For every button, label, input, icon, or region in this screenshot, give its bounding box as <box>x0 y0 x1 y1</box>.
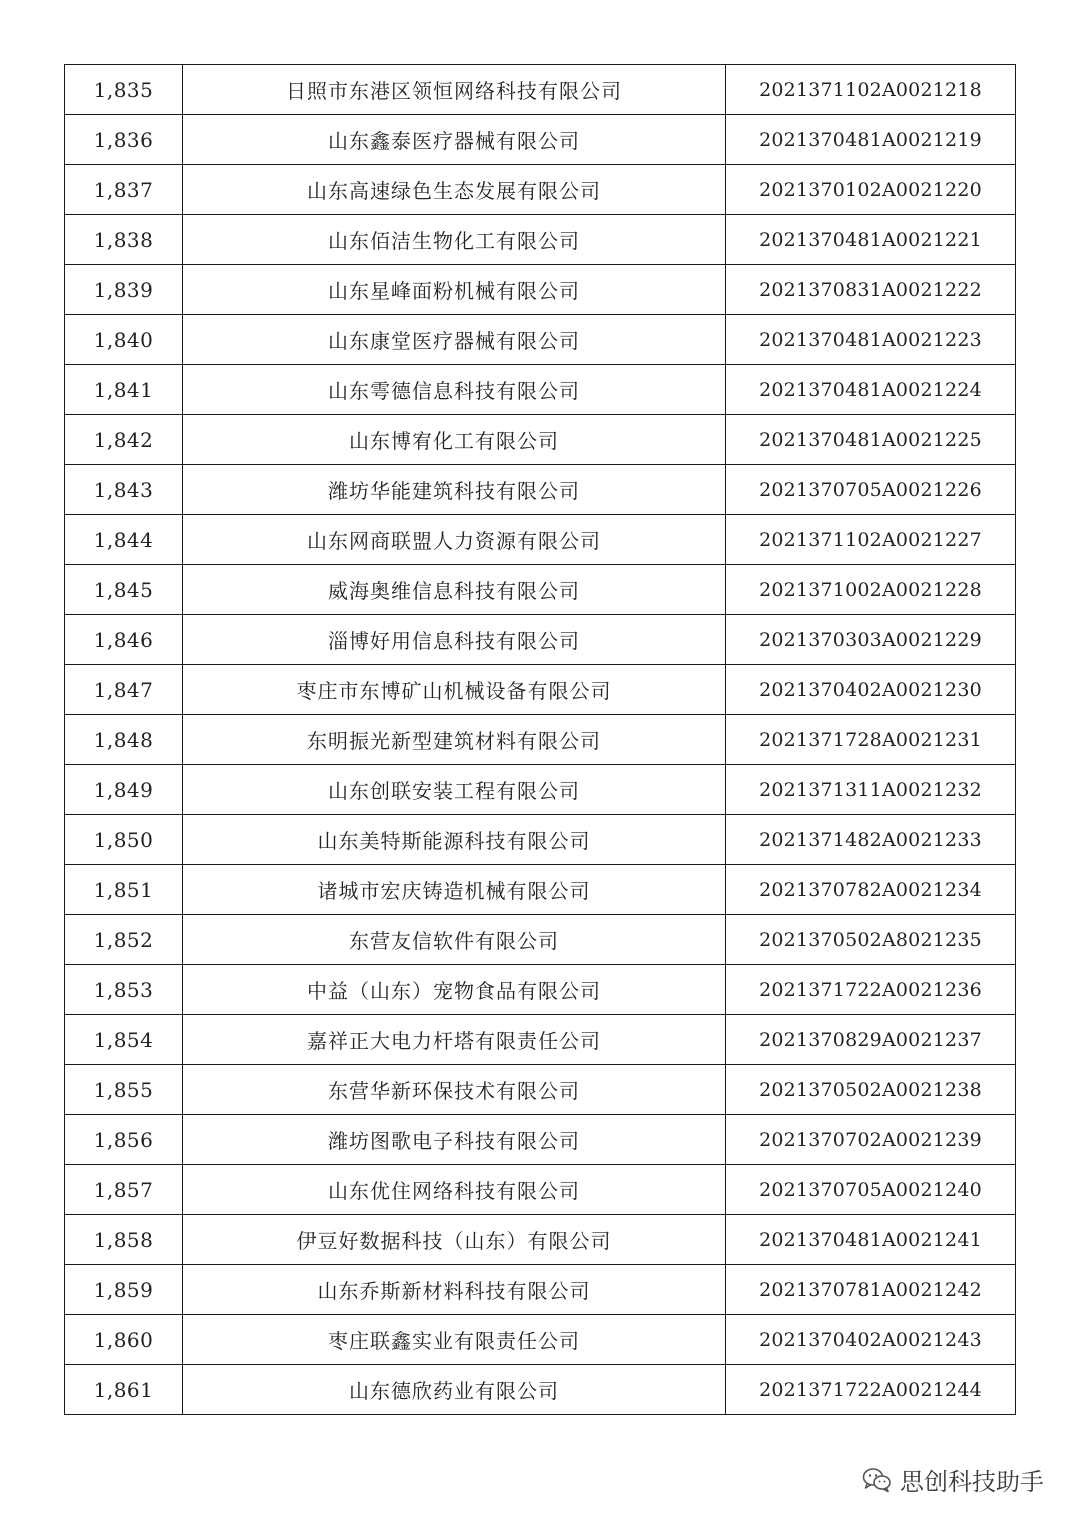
table-row <box>65 1065 1016 1115</box>
company-name: 枣庄市东博矿山机械设备有限公司 <box>183 665 726 715</box>
watermark <box>862 1462 1044 1497</box>
table-row <box>65 365 1016 415</box>
registration-code: 2021371102A0021227 <box>726 515 1016 565</box>
company-name: 东营友信软件有限公司 <box>183 915 726 965</box>
registration-code: 2021370402A0021243 <box>726 1315 1016 1365</box>
registration-code: 2021371102A0021218 <box>726 65 1016 115</box>
row-number: 1,848 <box>65 715 183 765</box>
table-row <box>65 1015 1016 1065</box>
table-row <box>65 265 1016 315</box>
table-row <box>65 215 1016 265</box>
table-body <box>65 65 1016 1415</box>
company-name: 山东网商联盟人力资源有限公司 <box>183 515 726 565</box>
company-name: 中益（山东）宠物食品有限公司 <box>183 965 726 1015</box>
registration-code: 2021370481A0021221 <box>726 215 1016 265</box>
table-row <box>65 1215 1016 1265</box>
table-row <box>65 615 1016 665</box>
registration-code: 2021370502A0021238 <box>726 1065 1016 1115</box>
table-row <box>65 1115 1016 1165</box>
registration-code: 2021371002A0021228 <box>726 565 1016 615</box>
row-number: 1,838 <box>65 215 183 265</box>
company-name: 威海奥维信息科技有限公司 <box>183 565 726 615</box>
company-name: 山东雩德信息科技有限公司 <box>183 365 726 415</box>
registration-code: 2021371482A0021233 <box>726 815 1016 865</box>
table-row <box>65 815 1016 865</box>
table-row <box>65 165 1016 215</box>
table-row <box>65 1365 1016 1415</box>
company-name: 东明振光新型建筑材料有限公司 <box>183 715 726 765</box>
registration-code: 2021371311A0021232 <box>726 765 1016 815</box>
company-name: 潍坊华能建筑科技有限公司 <box>183 465 726 515</box>
row-number: 1,845 <box>65 565 183 615</box>
registration-code: 2021370502A8021235 <box>726 915 1016 965</box>
row-number: 1,853 <box>65 965 183 1015</box>
registration-code: 2021371722A0021244 <box>726 1365 1016 1415</box>
registration-code: 2021370705A0021226 <box>726 465 1016 515</box>
registration-code: 2021370303A0021229 <box>726 615 1016 665</box>
company-name: 枣庄联鑫实业有限责任公司 <box>183 1315 726 1365</box>
table-row <box>65 915 1016 965</box>
table-row <box>65 1265 1016 1315</box>
row-number: 1,859 <box>65 1265 183 1315</box>
table-row <box>65 465 1016 515</box>
row-number: 1,837 <box>65 165 183 215</box>
registration-code: 2021370829A0021237 <box>726 1015 1016 1065</box>
table-row <box>65 65 1016 115</box>
company-name: 山东美特斯能源科技有限公司 <box>183 815 726 865</box>
registration-code: 2021370102A0021220 <box>726 165 1016 215</box>
registration-code: 2021370781A0021242 <box>726 1265 1016 1315</box>
table-row <box>65 115 1016 165</box>
company-name: 伊豆好数据科技（山东）有限公司 <box>183 1215 726 1265</box>
table-row <box>65 765 1016 815</box>
table-row <box>65 515 1016 565</box>
company-name: 山东鑫泰医疗器械有限公司 <box>183 115 726 165</box>
row-number: 1,843 <box>65 465 183 515</box>
company-name: 山东康堂医疗器械有限公司 <box>183 315 726 365</box>
registration-code: 2021370782A0021234 <box>726 865 1016 915</box>
company-name: 潍坊图歌电子科技有限公司 <box>183 1115 726 1165</box>
watermark-text: 思创科技助手 <box>900 1468 1044 1496</box>
company-name: 东营华新环保技术有限公司 <box>183 1065 726 1115</box>
row-number: 1,855 <box>65 1065 183 1115</box>
row-number: 1,852 <box>65 915 183 965</box>
row-number: 1,861 <box>65 1365 183 1415</box>
row-number: 1,847 <box>65 665 183 715</box>
company-name: 山东乔斯新材料科技有限公司 <box>183 1265 726 1315</box>
row-number: 1,851 <box>65 865 183 915</box>
row-number: 1,836 <box>65 115 183 165</box>
row-number: 1,844 <box>65 515 183 565</box>
row-number: 1,846 <box>65 615 183 665</box>
company-name: 山东星峰面粉机械有限公司 <box>183 265 726 315</box>
registration-code: 2021370481A0021219 <box>726 115 1016 165</box>
row-number: 1,858 <box>65 1215 183 1265</box>
company-name: 山东德欣药业有限公司 <box>183 1365 726 1415</box>
table-row <box>65 415 1016 465</box>
row-number: 1,850 <box>65 815 183 865</box>
table-row <box>65 865 1016 915</box>
registration-code: 2021370481A0021225 <box>726 415 1016 465</box>
row-number: 1,841 <box>65 365 183 415</box>
row-number: 1,857 <box>65 1165 183 1215</box>
row-number: 1,840 <box>65 315 183 365</box>
table-row <box>65 315 1016 365</box>
registration-code: 2021371728A0021231 <box>726 715 1016 765</box>
table-row <box>65 1165 1016 1215</box>
row-number: 1,835 <box>65 65 183 115</box>
wechat-icon <box>862 1467 892 1493</box>
company-name: 嘉祥正大电力杆塔有限责任公司 <box>183 1015 726 1065</box>
table-row <box>65 1315 1016 1365</box>
company-name: 诸城市宏庆铸造机械有限公司 <box>183 865 726 915</box>
registration-code: 2021371722A0021236 <box>726 965 1016 1015</box>
table-row <box>65 665 1016 715</box>
row-number: 1,856 <box>65 1115 183 1165</box>
table-row <box>65 965 1016 1015</box>
company-name: 山东博宥化工有限公司 <box>183 415 726 465</box>
table-row <box>65 715 1016 765</box>
registration-code: 2021370481A0021223 <box>726 315 1016 365</box>
row-number: 1,849 <box>65 765 183 815</box>
row-number: 1,860 <box>65 1315 183 1365</box>
registration-code: 2021370402A0021230 <box>726 665 1016 715</box>
company-name: 山东高速绿色生态发展有限公司 <box>183 165 726 215</box>
registration-code: 2021370481A0021224 <box>726 365 1016 415</box>
company-name: 淄博好用信息科技有限公司 <box>183 615 726 665</box>
registration-code: 2021370705A0021240 <box>726 1165 1016 1215</box>
company-name: 日照市东港区领恒网络科技有限公司 <box>183 65 726 115</box>
row-number: 1,839 <box>65 265 183 315</box>
registration-code: 2021370702A0021239 <box>726 1115 1016 1165</box>
row-number: 1,854 <box>65 1015 183 1065</box>
company-name: 山东优住网络科技有限公司 <box>183 1165 726 1215</box>
company-list-table <box>64 64 1016 1415</box>
company-name: 山东佰洁生物化工有限公司 <box>183 215 726 265</box>
company-name: 山东创联安装工程有限公司 <box>183 765 726 815</box>
row-number: 1,842 <box>65 415 183 465</box>
table-row <box>65 565 1016 615</box>
registration-code: 2021370831A0021222 <box>726 265 1016 315</box>
registration-code: 2021370481A0021241 <box>726 1215 1016 1265</box>
